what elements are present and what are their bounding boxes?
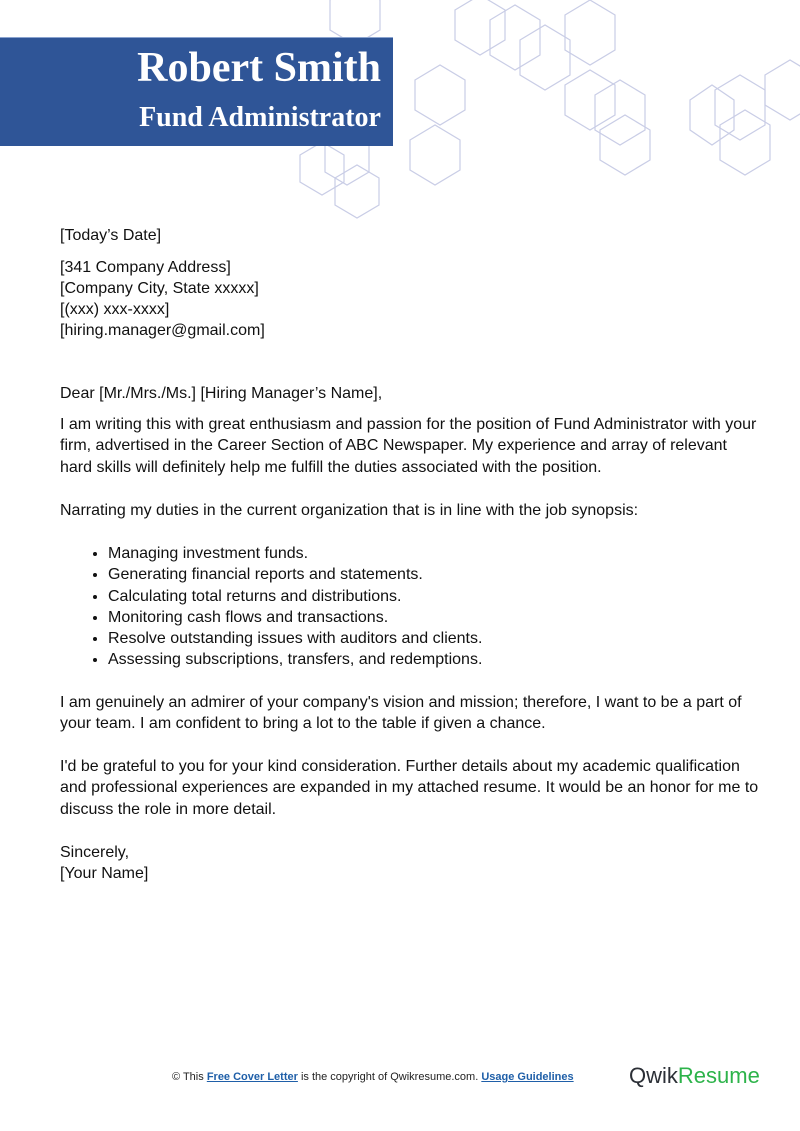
recipient-city: [Company City, State xxxxx]	[60, 280, 259, 297]
list-item: • Assessing subscriptions, transfers, and redemptions.	[108, 649, 482, 670]
list-item: • Resolve outstanding issues with auditors and clients.	[108, 628, 482, 649]
recipient-address: [341 Company Address]	[60, 259, 231, 276]
free-cover-letter-link[interactable]: Free Cover Letter	[206, 1071, 298, 1083]
intro-paragraph: I am writing this with great enthusiasm and passion for the position of Fund Administrator with your firm, advertised in the Career Section of ABC Newspaper. My experience and array of relevant hard skills will definitely help me fulfill the duties associated with the position.	[60, 416, 757, 476]
logo-part1: Qwik	[629, 1063, 678, 1088]
usage-guidelines-link[interactable]: Usage Guidelines	[481, 1071, 574, 1083]
list-item: • Calculating total returns and distributions.	[108, 586, 482, 607]
closing-paragraph: I'd be grateful to you for your kind consideration. Further details about my academic qualification and professional experiences are expanded in my attached resume. It would be an honor for me to discuss the role in more detail.	[60, 758, 759, 818]
duties-intro: Narrating my duties in the current organization that is in line with the job synopsis:	[60, 502, 639, 519]
signature: [Your Name]	[60, 865, 149, 882]
recipient-phone: [(xxx) xxx-xxxx]	[60, 301, 170, 318]
recipient-email: [hiring.manager@gmail.com]	[60, 322, 265, 339]
header-banner	[0, 37, 393, 146]
salutation: Dear [Mr./Mrs./Ms.] [Hiring Manager’s Name],	[60, 385, 383, 402]
duties-list	[60, 543, 482, 671]
list-item: • Generating financial reports and statements.	[108, 564, 482, 585]
list-item: • Monitoring cash flows and transactions.	[108, 607, 482, 628]
footer-copyright	[172, 1071, 574, 1083]
applicant-name: Robert Smith	[137, 45, 381, 91]
admire-paragraph: I am genuinely an admirer of your company's vision and mission; therefore, I want to be a part of your team. I am confident to bring a lot to the table if given a chance.	[60, 694, 742, 733]
qwikresume-logo	[629, 1063, 760, 1089]
date: [Today’s Date]	[60, 227, 162, 244]
footer-prefix: © This	[172, 1071, 207, 1083]
footer-middle: is the copyright of Qwikresume.com.	[297, 1071, 482, 1083]
list-item: • Managing investment funds.	[108, 543, 482, 564]
applicant-title: Fund Administrator	[139, 102, 381, 133]
logo-part2: Resume	[677, 1063, 760, 1088]
signoff: Sincerely,	[60, 844, 130, 861]
